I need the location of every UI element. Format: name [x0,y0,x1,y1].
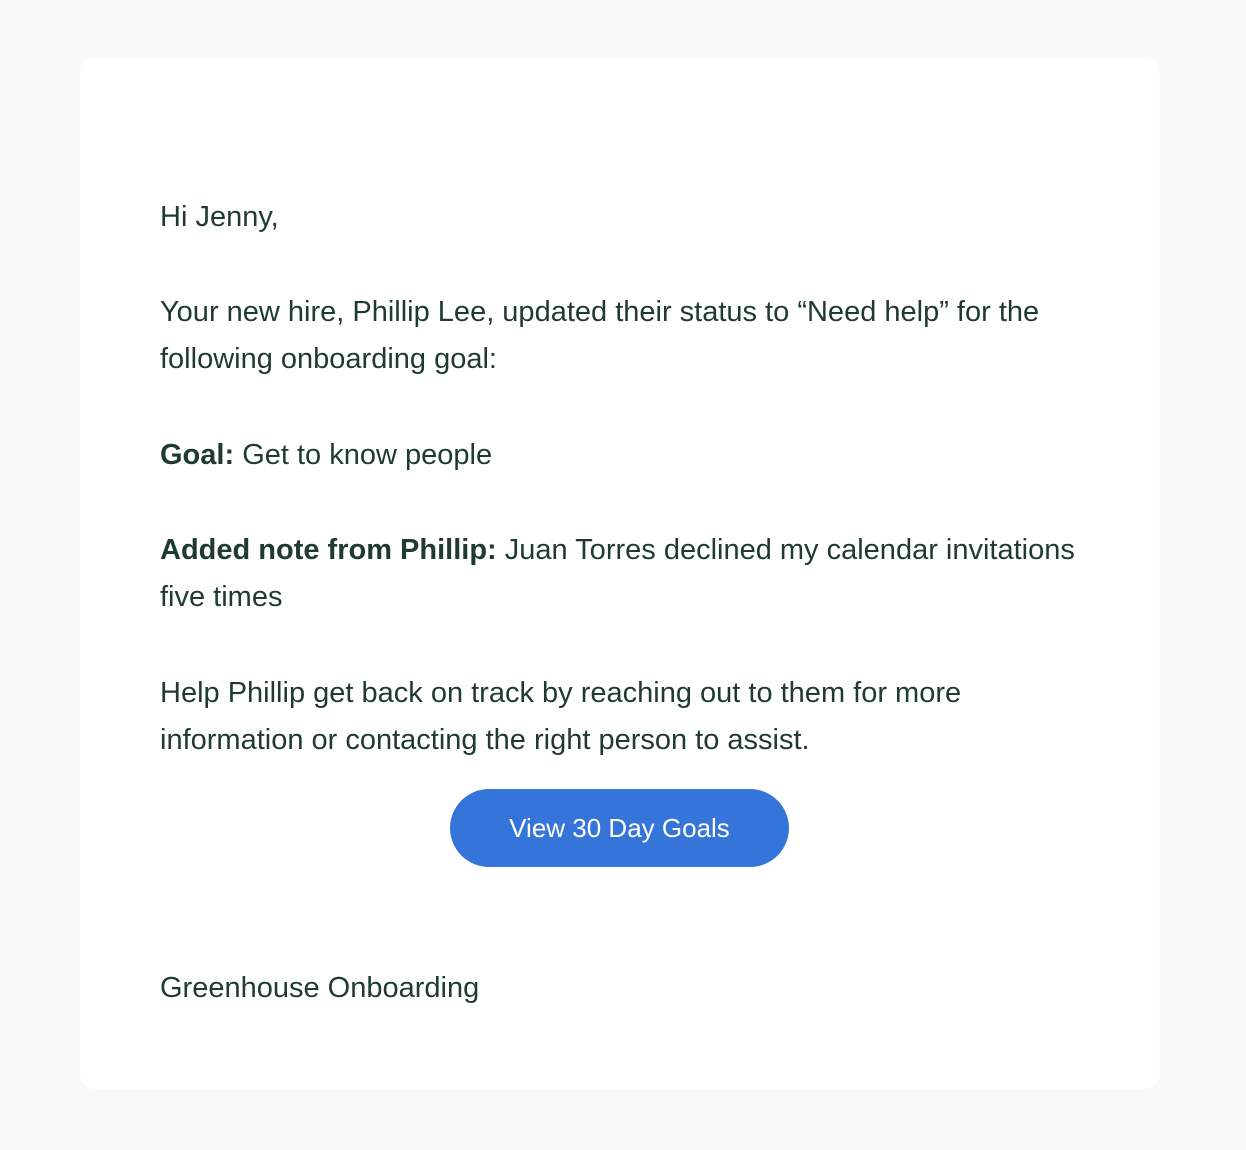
view-30-day-goals-button[interactable]: View 30 Day Goals [450,789,789,867]
note-line [160,527,1090,621]
note-value: Juan Torres declined my calendar invitations five times [160,534,1075,613]
note-label: Added note from Phillip: [160,534,497,566]
goal-label: Goal: [160,439,235,471]
intro-text: Your new hire, Phillip Lee, updated their status to “Need help” for the following onboarding goal: [160,296,1040,375]
goal-value: Get to know people [242,439,493,471]
greeting-text: Hi Jenny, [160,201,279,233]
email-card [80,57,1159,1089]
goal-line [160,432,1090,479]
help-text: Help Phillip get back on track by reaching out to them for more information or contacting the right person to assist. [160,677,962,756]
signature-text: Greenhouse Onboarding [160,972,480,1004]
